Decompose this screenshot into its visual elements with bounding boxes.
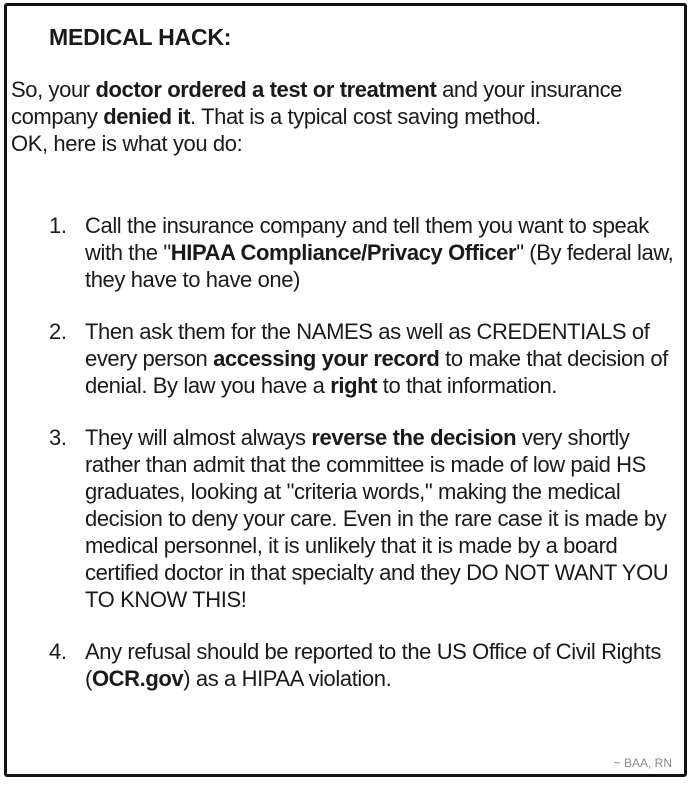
step-text-part: to make that decision of denial. By law you have a [85,346,668,398]
step-text [85,213,673,292]
step-text-part: " (By federal law, they have to have one) [85,240,674,292]
list-item [7,424,683,613]
list-item [7,318,683,399]
step-text-part: They will almost always [85,425,312,450]
intro-text-1: So, your [11,77,96,102]
signature: ~ BAA, RN [613,756,672,770]
list-item [7,212,683,293]
step-text-part: Call the insurance company and tell them you want to speak with the " [85,213,649,265]
step-number: 4. [49,639,67,664]
steps-list [7,212,683,717]
step-text [85,319,668,398]
step-bold-part: right [330,373,378,398]
step-text-part: to that information. [377,373,558,398]
step-number: 1. [49,213,67,238]
list-item [7,638,683,692]
step-number: 3. [49,425,67,450]
intro-text-3: . That is a typical cost saving method. [190,104,541,129]
document-frame [4,3,687,777]
step-text [85,639,661,691]
step-bold-part: HIPAA Compliance/Privacy Officer [170,240,517,265]
intro-text-2: and your insurance company [11,77,623,129]
intro-bold-2: denied it [103,104,191,129]
step-bold-part: OCR.gov [91,666,184,691]
step-number: 2. [49,319,67,344]
intro-paragraph [11,76,683,157]
step-text [85,425,668,612]
step-text-part: ) as a HIPAA violation. [183,666,392,691]
intro-instructions: OK, here is what you do: [11,131,243,156]
step-text-part: Any refusal should be reported to the US Office of Civil Rights ( [85,639,662,691]
step-text-part: very shortly rather than admit that the committee is made of low paid HS graduates, looking at "criteria words," making the medical decision to deny your care. Even in the rare case it is made by medical personnel, it is unlikely that it is made by a board certified doctor in that specialty and they DO NOT WANT YOU TO KNOW THIS! [85,425,669,612]
step-bold-part: accessing your record [213,346,440,371]
step-bold-part: reverse the decision [311,425,517,450]
step-text-part: Then ask them for the NAMES as well as CREDENTIALS of every person [85,319,650,371]
intro-bold-1: doctor ordered a test or treatment [95,77,437,102]
document-title: MEDICAL HACK: [49,24,232,50]
